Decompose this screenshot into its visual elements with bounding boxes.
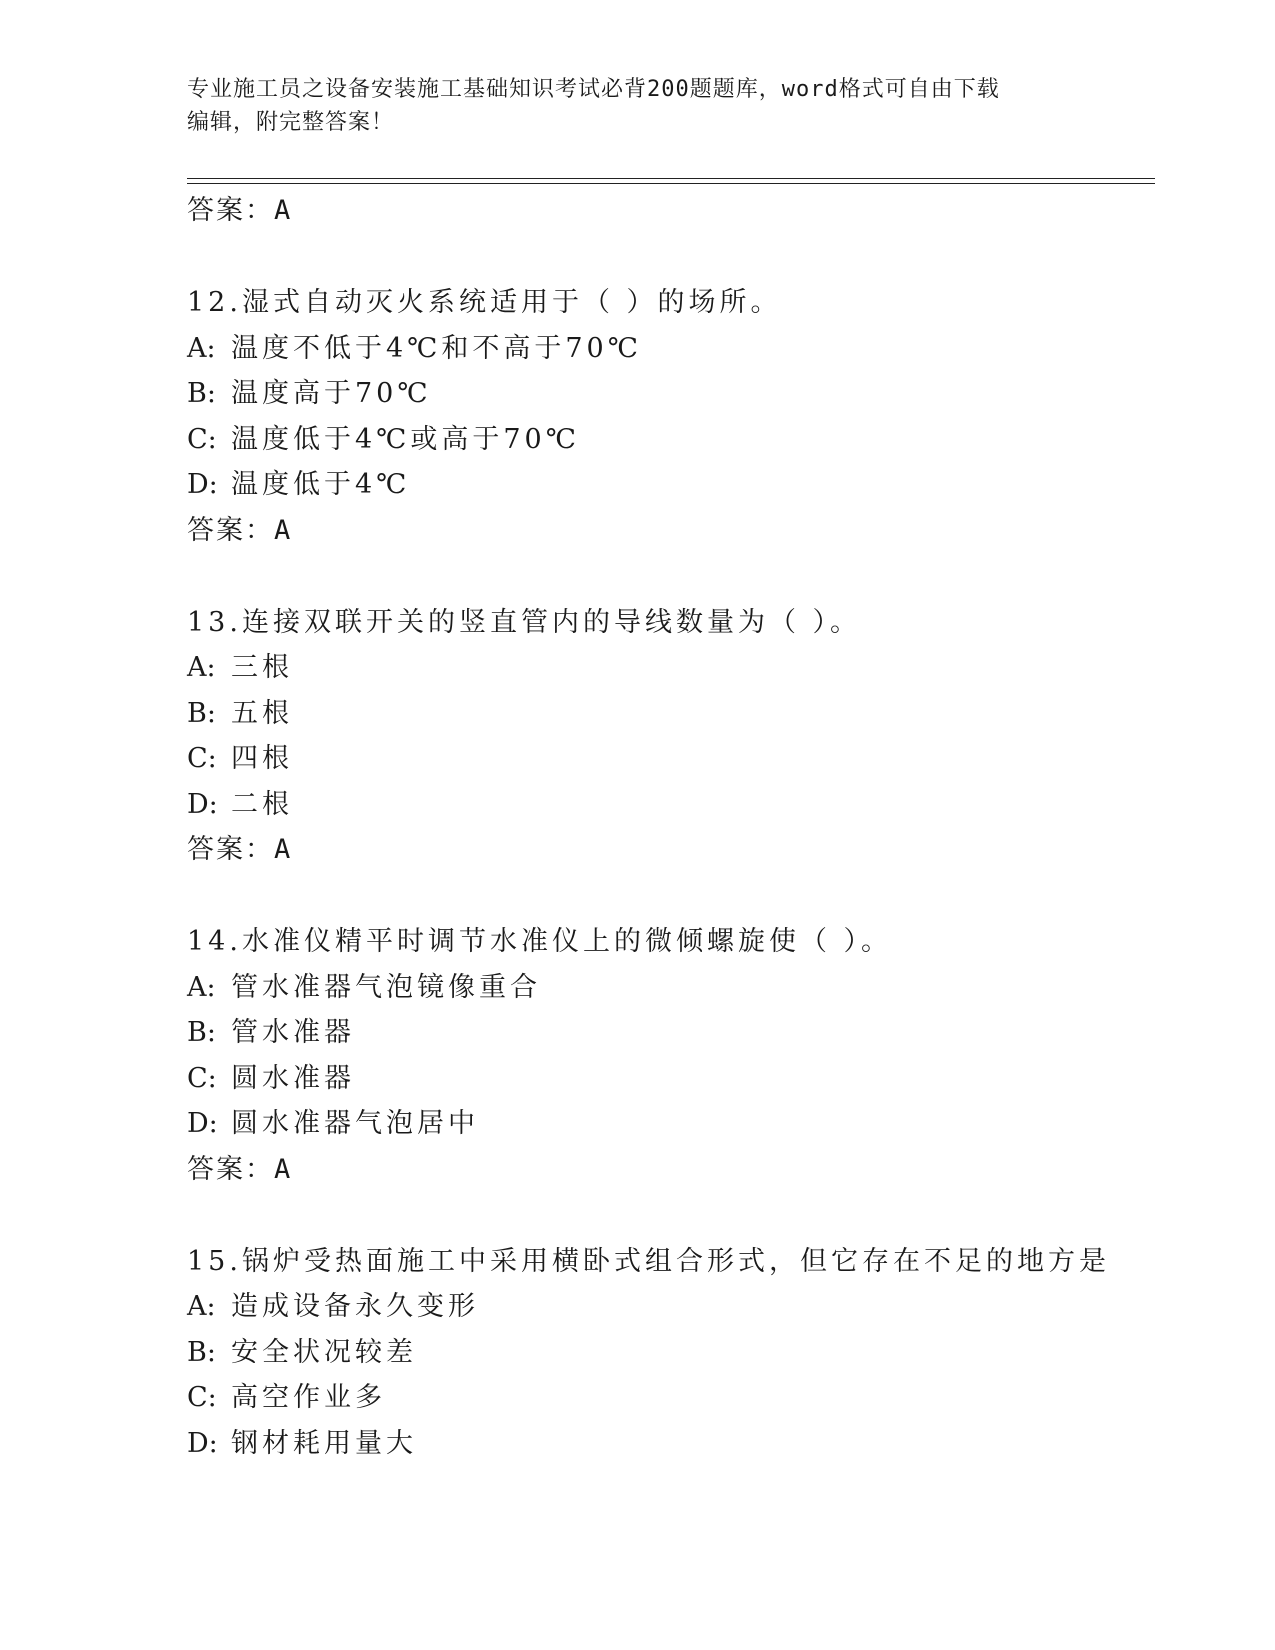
option-letter: A: <box>187 332 216 364</box>
option-letter: C: <box>187 743 217 774</box>
option-a <box>187 326 1155 372</box>
option-a <box>187 645 1155 691</box>
question-title: 14.水准仪精平时调节水准仪上的微倾螺旋使（ ）。 <box>187 926 893 957</box>
option-d <box>187 462 1155 508</box>
document-header <box>187 73 1067 139</box>
option-text: 管水准器 <box>231 1017 355 1048</box>
option-letter: D: <box>187 788 218 820</box>
answer-line: 答案：A <box>187 1153 293 1185</box>
option-letter: A: <box>187 652 216 683</box>
option-letter: A: <box>187 971 216 1003</box>
option-c <box>187 1375 1155 1421</box>
option-d <box>187 1101 1155 1147</box>
option-text: 二根 <box>231 788 293 820</box>
option-text: 造成设备永久变形 <box>231 1291 479 1322</box>
header-line-2: 编辑，附完整答案！ <box>187 110 395 135</box>
option-c <box>187 1056 1155 1102</box>
answer-line: 答案：A <box>187 514 293 546</box>
option-text: 高空作业多 <box>231 1382 386 1413</box>
option-letter: C: <box>187 1062 217 1094</box>
answer-line: 答案：A <box>187 834 293 865</box>
option-text: 圆水准器 <box>231 1062 355 1094</box>
option-b <box>187 1010 1155 1056</box>
option-b <box>187 371 1155 417</box>
option-text: 四根 <box>231 743 293 774</box>
option-c <box>187 736 1155 782</box>
option-letter: B: <box>187 1336 216 1368</box>
option-text: 圆水准器气泡居中 <box>231 1108 479 1139</box>
question-13 <box>187 600 1155 873</box>
option-letter: B: <box>187 697 216 729</box>
option-letter: D: <box>187 469 218 500</box>
option-text: 温度低于4℃或高于70℃ <box>231 423 580 455</box>
header-line-1: 专业施工员之设备安装施工基础知识考试必背200题题库，word格式可自由下载 <box>187 77 1000 102</box>
option-letter: A: <box>187 1291 216 1322</box>
option-letter: D: <box>187 1108 218 1139</box>
option-text: 钢材耗用量大 <box>231 1427 417 1459</box>
option-text: 温度高于70℃ <box>231 378 432 409</box>
option-c <box>187 417 1155 463</box>
question-15 <box>187 1239 1155 1467</box>
question-title: 12.湿式自动灭火系统适用于（ ）的场所。 <box>187 287 782 318</box>
header-divider-top <box>187 178 1155 179</box>
option-a <box>187 1284 1155 1330</box>
option-text: 管水准器气泡镜像重合 <box>231 971 541 1003</box>
option-letter: D: <box>187 1427 218 1459</box>
option-d <box>187 1421 1155 1467</box>
option-text: 温度不低于4℃和不高于70℃ <box>231 332 642 364</box>
option-text: 温度低于4℃ <box>231 469 411 500</box>
question-14 <box>187 919 1155 1192</box>
option-letter: B: <box>187 1017 216 1048</box>
option-letter: B: <box>187 378 216 409</box>
header-divider-bottom <box>187 183 1155 184</box>
question-title: 13.连接双联开关的竖直管内的导线数量为（ ）。 <box>187 606 862 638</box>
question-12 <box>187 280 1155 553</box>
option-text: 五根 <box>231 697 293 729</box>
question-title: 15.锅炉受热面施工中采用横卧式组合形式，但它存在不足的地方是 <box>187 1245 1110 1277</box>
option-d <box>187 782 1155 828</box>
answer-line: 答案：A <box>187 195 293 226</box>
option-a <box>187 965 1155 1011</box>
option-b <box>187 1330 1155 1376</box>
question-list <box>187 188 1155 1466</box>
option-letter: C: <box>187 1382 217 1413</box>
option-b <box>187 691 1155 737</box>
option-text: 三根 <box>231 652 293 683</box>
option-letter: C: <box>187 423 217 455</box>
option-text: 安全状况较差 <box>231 1336 417 1368</box>
